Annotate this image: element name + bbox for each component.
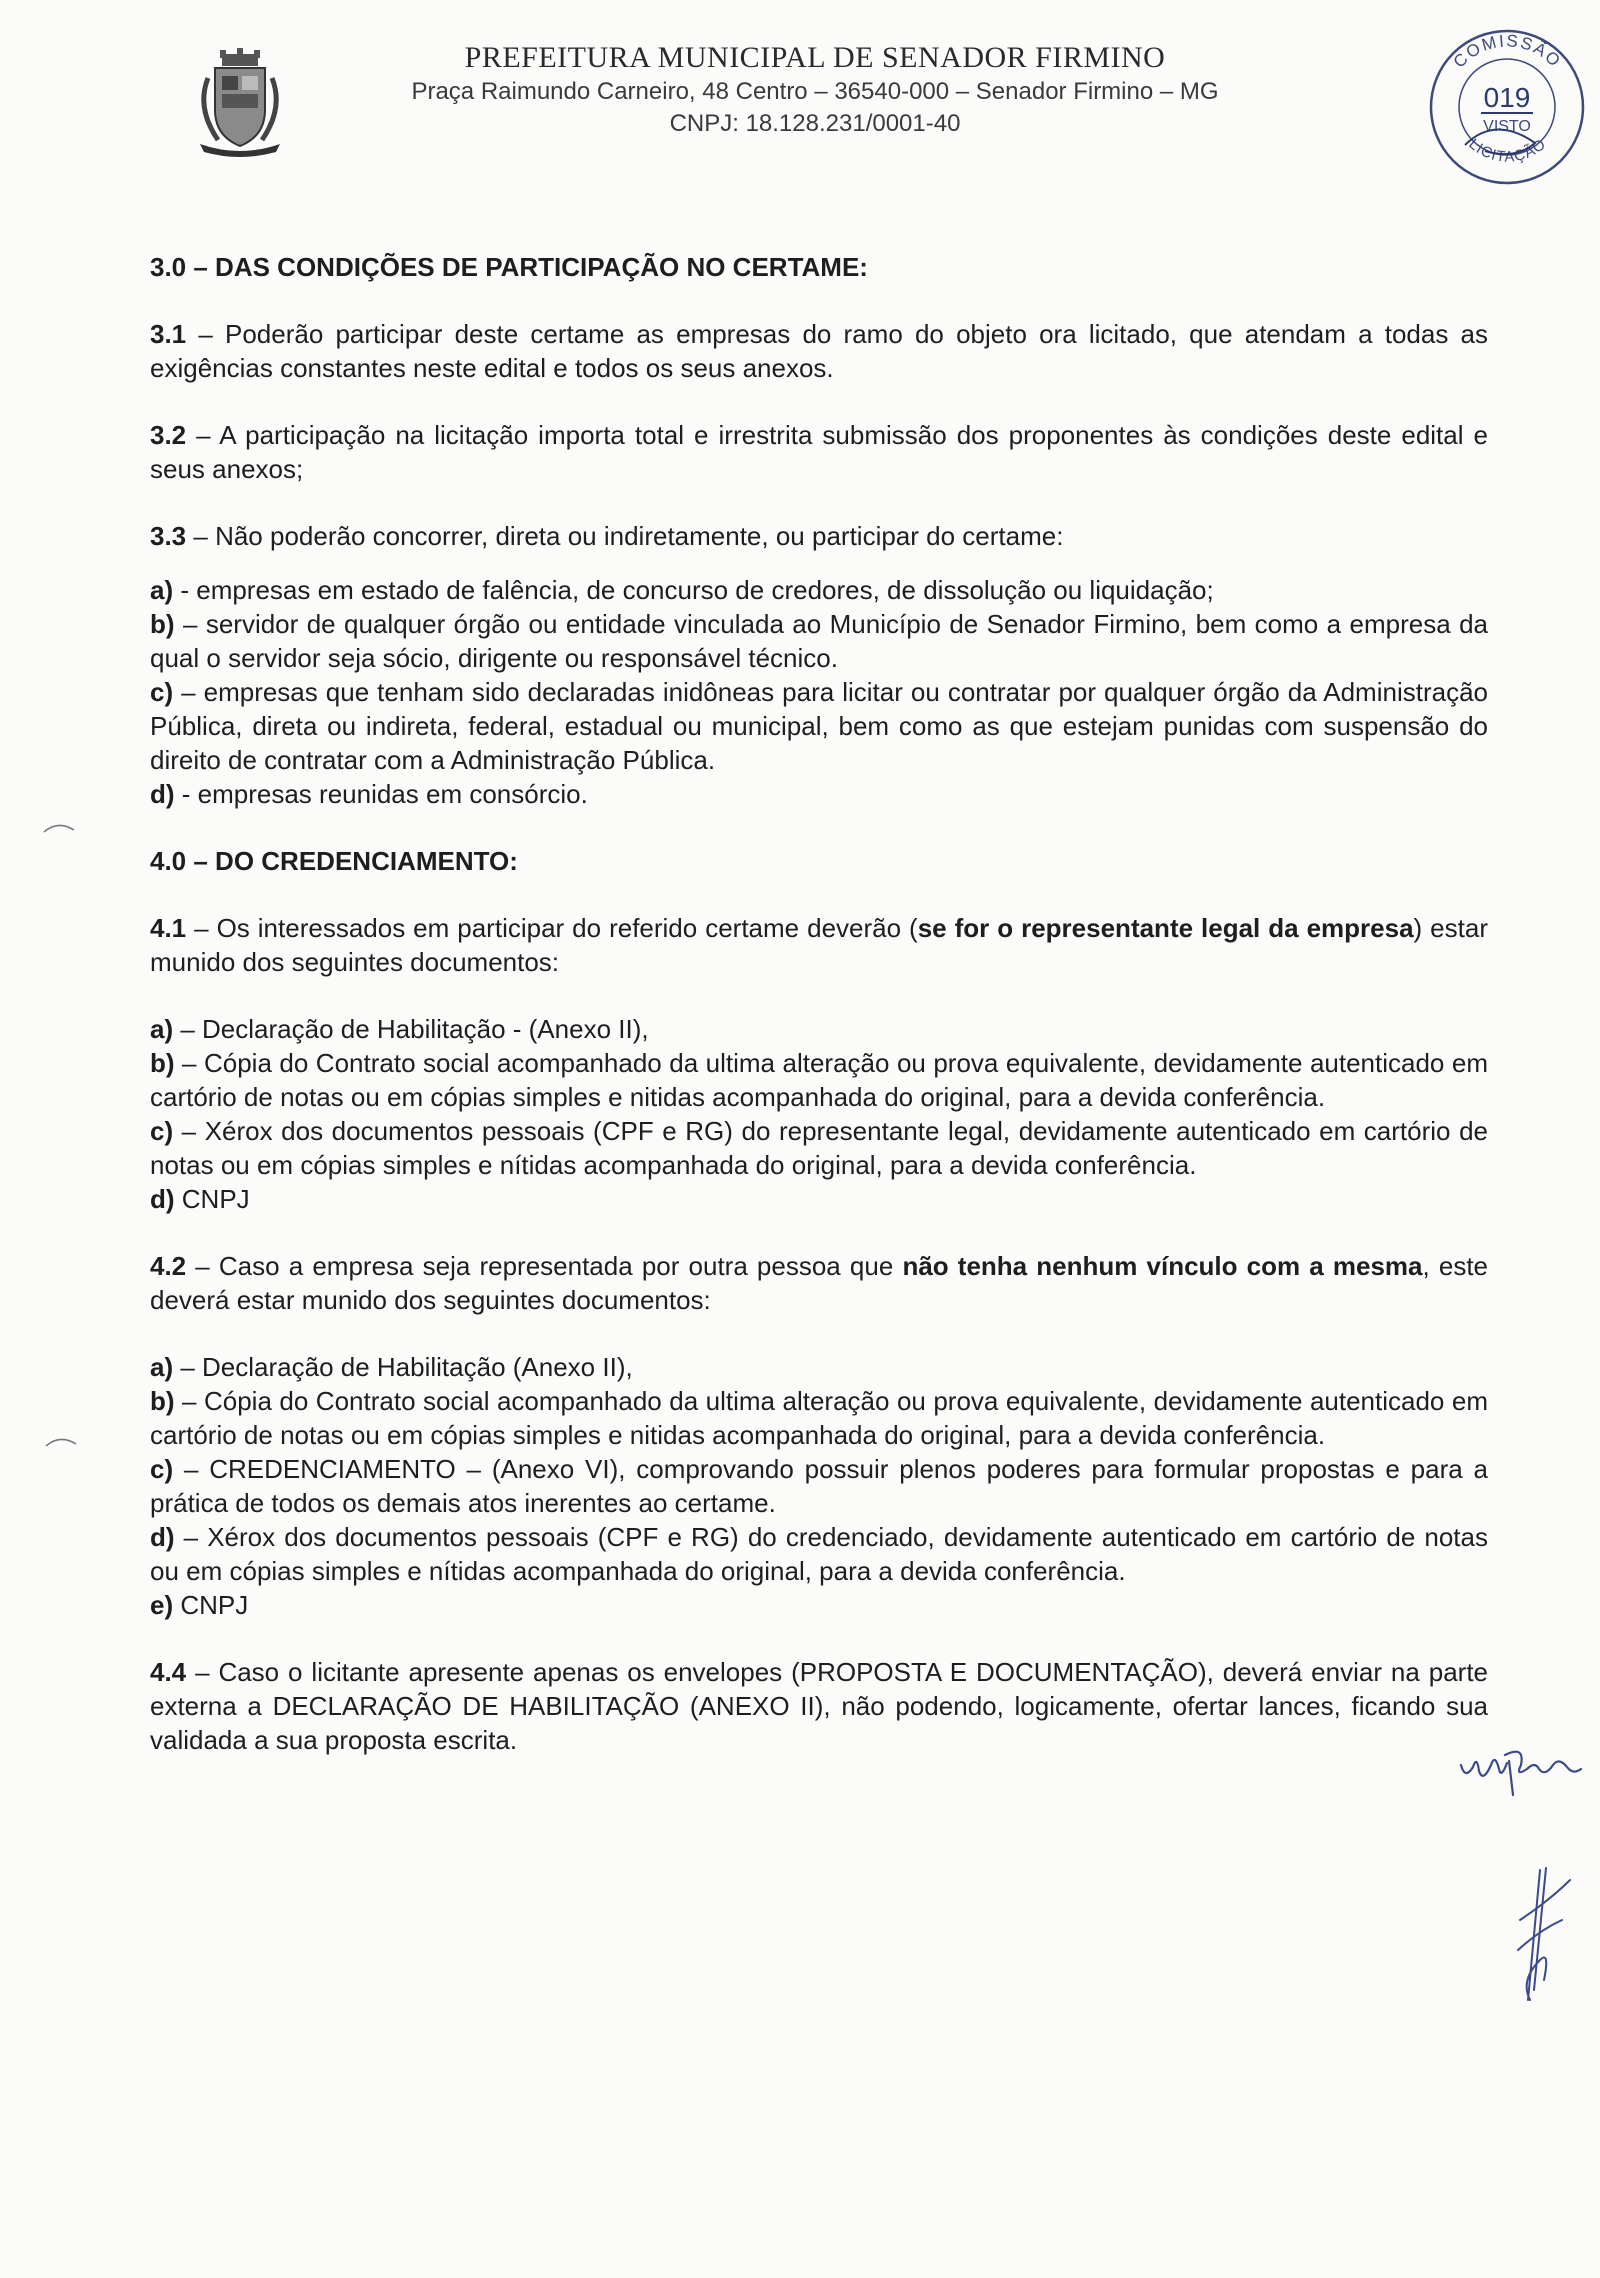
paragraph-4-2	[150, 1249, 1488, 1317]
list-item	[150, 1452, 1488, 1520]
clause-text: ) estar munido dos seguintes documentos:	[150, 913, 1488, 977]
item-text: – CREDENCIAMENTO – (Anexo VI), comprovando possuir plenos poderes para formular propostas e para a prática de todos os demais atos inerentes ao certame.	[150, 1454, 1488, 1518]
clause-emphasis: não tenha nenhum vínculo com a mesma	[902, 1251, 1423, 1281]
list-item	[150, 1350, 1488, 1384]
clause-number: 3.1	[150, 319, 187, 349]
svg-text:COMISSÃO	[1450, 31, 1566, 71]
clause-text: – Caso a empresa seja representada por outra pessoa que	[186, 1251, 903, 1281]
item-label: c)	[150, 1116, 174, 1146]
item-text: – Xérox dos documentos pessoais (CPF e RG) do representante legal, devidamente autenticado em cartório de notas ou em cópias simples e nítidas acompanhada do original, para a devida conferência.	[150, 1116, 1488, 1180]
item-text: – Cópia do Contrato social acompanhado da ultima alteração ou prova equivalente, devidamente autenticado em cartório de notas ou em cópias simples e nitidas acompanhada do original, para a devida conferência.	[150, 1048, 1488, 1112]
item-label: a)	[150, 1352, 174, 1382]
clause-number: 4.4	[150, 1657, 187, 1687]
stamp-top-text: COMISSÃO	[1449, 31, 1566, 72]
item-label: d)	[150, 1522, 175, 1552]
letterhead-text	[350, 40, 1280, 140]
item-label: d)	[150, 779, 175, 809]
list-item	[150, 607, 1488, 675]
clause-number: 4.1	[150, 913, 187, 943]
document-body	[150, 250, 1488, 1757]
stamp-middle-text: VISTO	[1483, 118, 1531, 135]
clause-number: 3.2	[150, 420, 187, 450]
section-4-heading: 4.0 – DO CREDENCIAMENTO:	[150, 846, 518, 876]
list-item	[150, 1588, 1488, 1622]
paragraph-4-1	[150, 911, 1488, 979]
clause-number: 3.3	[150, 521, 187, 551]
clause-text: – A participação na licitação importa total e irrestrita submissão dos proponentes às condições deste edital e seus anexos;	[150, 420, 1488, 484]
margin-mark-icon	[42, 1432, 82, 1452]
item-label: a)	[150, 575, 174, 605]
item-text: – Xérox dos documentos pessoais (CPF e RG) do credenciado, devidamente autenticado em cartório de notas ou em cópias simples e nítidas acompanhada do original, para a devida conferência.	[150, 1522, 1488, 1586]
clause-text: – Não poderão concorrer, direta ou indiretamente, ou participar do certame:	[186, 521, 1064, 551]
letterhead	[190, 40, 1430, 180]
handwritten-signature-icon	[1455, 1725, 1585, 1805]
item-text: – Declaração de Habilitação (Anexo II),	[173, 1352, 633, 1382]
paragraph-4-4	[150, 1655, 1488, 1757]
paragraph-3-3	[150, 519, 1488, 553]
list-item	[150, 1046, 1488, 1114]
item-text: - empresas reunidas em consórcio.	[174, 779, 588, 809]
list-item	[150, 573, 1488, 607]
item-text: CNPJ	[173, 1590, 249, 1620]
item-label: b)	[150, 609, 175, 639]
item-text: CNPJ	[174, 1184, 250, 1214]
clause-text: – Os interessados em participar do referido certame deverão (	[186, 913, 918, 943]
item-label: c)	[150, 677, 174, 707]
list-item	[150, 1384, 1488, 1452]
list-item	[150, 777, 1488, 811]
org-address: Praça Raimundo Carneiro, 48 Centro – 36540-000 – Senador Firmino – MG	[411, 78, 1219, 105]
clause-number: 4.2	[150, 1251, 187, 1281]
paragraph-3-1	[150, 317, 1488, 385]
org-name: PREFEITURA MUNICIPAL DE SENADOR FIRMINO	[464, 41, 1166, 74]
org-cnpj: CNPJ: 18.128.231/0001-40	[669, 110, 961, 137]
item-label: b)	[150, 1048, 175, 1078]
municipal-coat-of-arms-icon	[190, 48, 290, 158]
item-label: e)	[150, 1590, 174, 1620]
margin-mark-icon	[40, 818, 80, 838]
clause-emphasis: se for o representante legal da empresa	[917, 913, 1414, 943]
svg-text:LICITAÇÃO	[1465, 135, 1549, 165]
paragraph-3-2	[150, 418, 1488, 486]
list-item	[150, 1520, 1488, 1588]
item-text: – Cópia do Contrato social acompanhado da ultima alteração ou prova equivalente, devidamente autenticado em cartório de notas ou em cópias simples e nitidas acompanhada do original, para a devida conferência.	[150, 1386, 1488, 1450]
section-3-heading: 3.0 – DAS CONDIÇÕES DE PARTICIPAÇÃO NO CERTAME:	[150, 252, 868, 282]
handwritten-initials-icon	[1500, 1860, 1580, 2010]
item-text: – servidor de qualquer órgão ou entidade vinculada ao Município de Senador Firmino, bem como a empresa da qual o servidor seja sócio, dirigente ou responsável técnico.	[150, 609, 1488, 673]
list-item	[150, 1114, 1488, 1182]
list-item	[150, 1012, 1488, 1046]
item-text: - empresas em estado de falência, de concurso de credores, de dissolução ou liquidação;	[173, 575, 1214, 605]
item-text: – empresas que tenham sido declaradas inidôneas para licitar ou contratar por qualquer órgão da Administração Pública, direta ou indireta, federal, estadual ou municipal, bem como as que estejam punidas com suspensão do direito de contratar com a Administração Pública.	[150, 677, 1488, 775]
clause-text: , este deverá estar munido dos seguintes documentos:	[150, 1251, 1489, 1315]
commission-stamp-icon	[1425, 25, 1590, 190]
clause-text: – Poderão participar deste certame as empresas do ramo do objeto ora licitado, que atendam a todas as exigências constantes neste edital e todos os seus anexos.	[150, 319, 1488, 383]
item-label: d)	[150, 1184, 175, 1214]
list-item	[150, 675, 1488, 777]
stamp-bottom-text: LICITAÇÃO	[1465, 135, 1550, 166]
item-label: c)	[150, 1454, 174, 1484]
item-label: a)	[150, 1014, 174, 1044]
clause-text: – Caso o licitante apresente apenas os envelopes (PROPOSTA E DOCUMENTAÇÃO), deverá enviar na parte externa a DECLARAÇÃO DE HABILITAÇÃO (ANEXO II), não podendo, logicamente, ofertar lances, ficando sua validada a sua proposta escrita.	[150, 1657, 1488, 1755]
item-label: b)	[150, 1386, 175, 1416]
item-text: – Declaração de Habilitação - (Anexo II),	[173, 1014, 649, 1044]
list-item	[150, 1182, 1488, 1216]
stamp-number: 019	[1483, 82, 1531, 113]
